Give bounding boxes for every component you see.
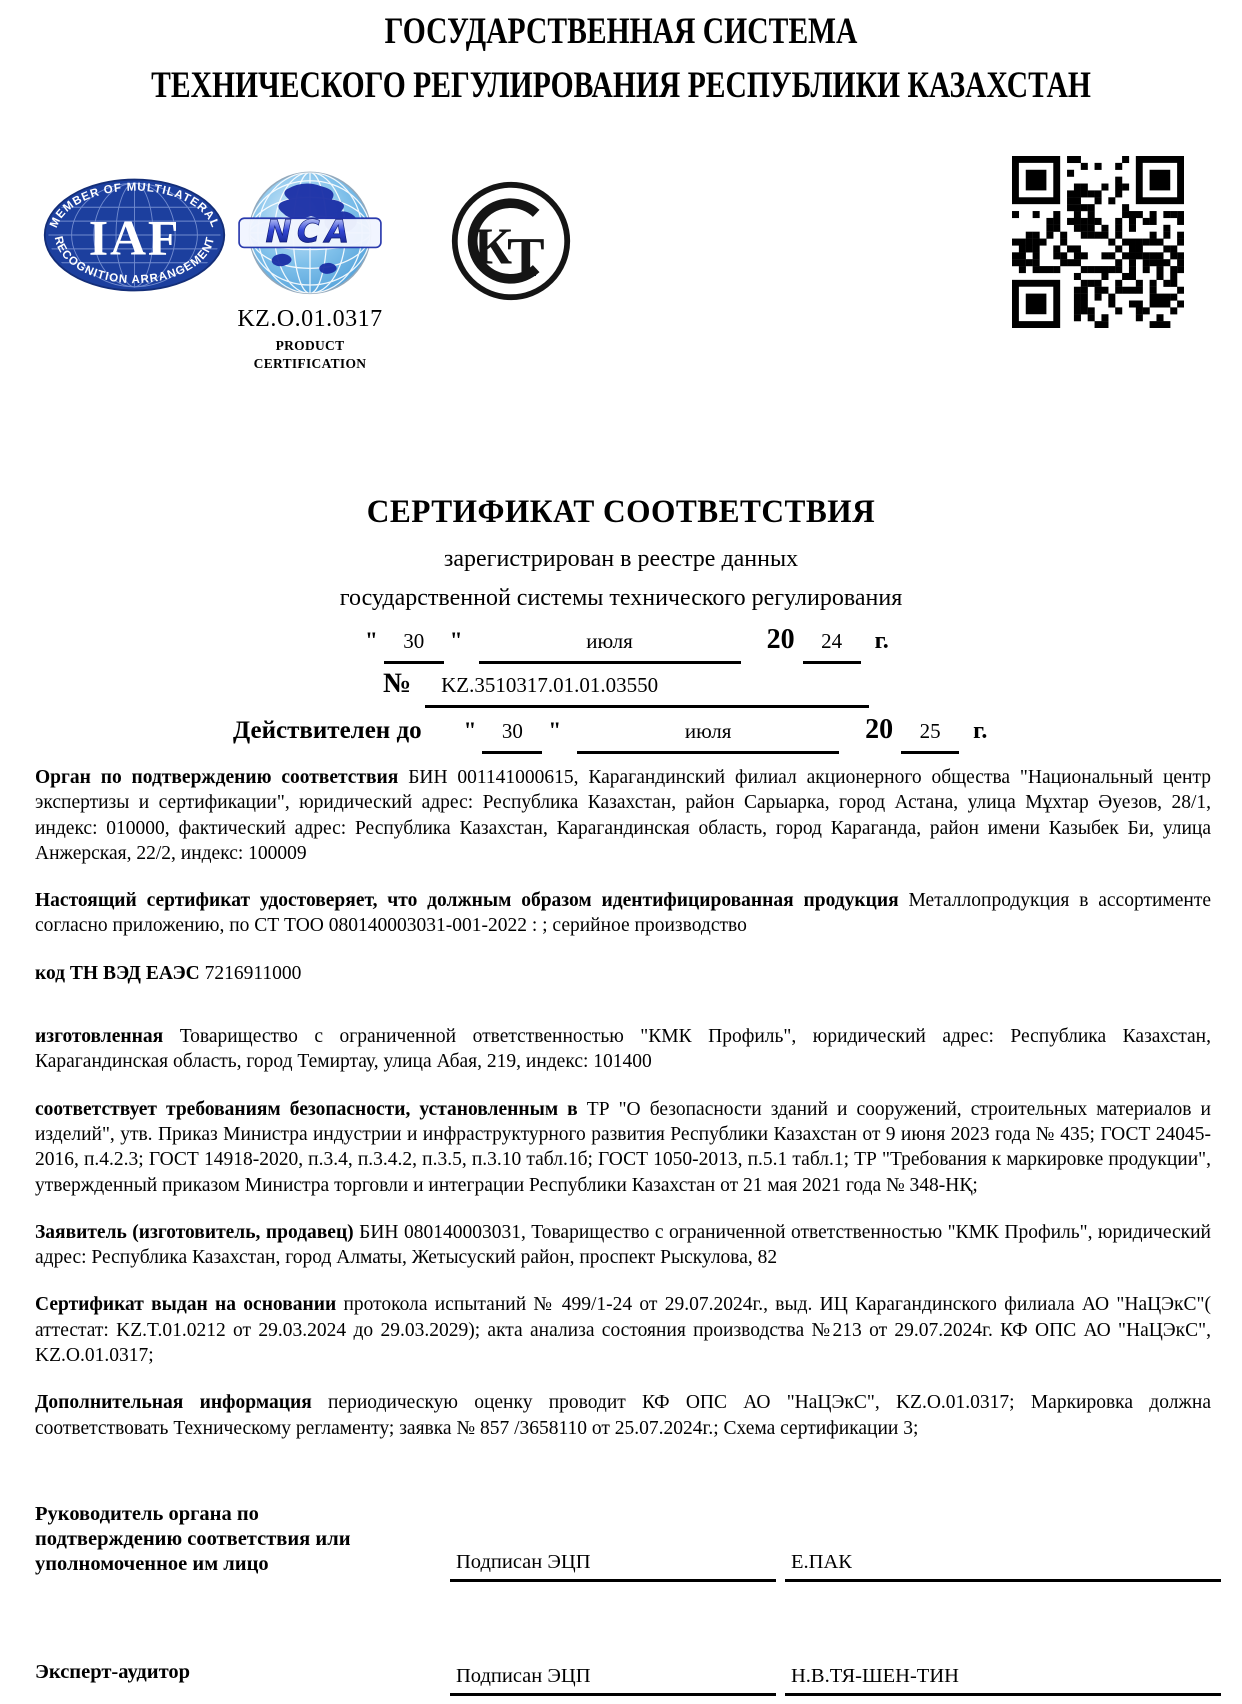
paragraph-certification-body	[35, 765, 1211, 866]
signature-role-expert: Эксперт-аудитор	[35, 1661, 191, 1683]
paragraph-applicant	[35, 1220, 1211, 1271]
paragraph-text: 7216911000	[199, 962, 302, 984]
certificate-subtitle-line1: зарегистрирован в реестре данных	[443, 546, 799, 572]
nca-caption-line1: PRODUCT	[275, 338, 345, 353]
paragraph-text: ТР "О безопасности зданий и сооружений, строительных материалов и изделий", утв. Приказ Министра индустрии и инфраструктурного развития Республики Казахстан от 9 июня 2023 года № 435; ГОСТ 24045-2016, п.4.2.3; ГОСТ 14918-2020, п.3.4, п.3.4.2, п.3.5, п.3.10 табл.1б; ГОСТ 1050-2013, п.5.1 табл.1; ТР "Требования к маркировке продукции", утвержденный приказом Министра торговли и интеграции Республики Казахстан от 21 мая 2021 года № 348-НҚ;	[35, 1098, 1211, 1196]
kc-conformity-mark-icon	[448, 178, 574, 304]
kc-mark-letter-t: Т	[507, 226, 545, 289]
nca-logo-text: NCA	[265, 214, 355, 251]
valid-until-label: Действителен до	[233, 717, 422, 744]
certificate-number-row	[383, 668, 869, 708]
paragraph-lead: Заявитель (изготовитель, продавец)	[35, 1221, 354, 1243]
paragraph-lead: Дополнительная информация	[35, 1392, 312, 1414]
document-header-line2: ТЕХНИЧЕСКОГО РЕГУЛИРОВАНИЯ РЕСПУБЛИКИ КАЗАХСТАН	[151, 65, 1091, 106]
issue-day: 30	[384, 629, 444, 664]
accreditation-number: KZ.O.01.0317	[237, 306, 383, 332]
paragraph-lead: соответствует требованиям безопасности, установленным в	[35, 1098, 578, 1120]
number-label: №	[383, 668, 412, 699]
iaf-arc-top-text: MEMBER OF MULTILATERAL	[48, 181, 221, 230]
nca-logo-block	[222, 168, 398, 373]
paragraph-lead: Орган по подтверждению соответствия	[35, 767, 399, 788]
issue-era: г.	[874, 628, 889, 654]
valid-month: июля	[577, 719, 839, 754]
paragraph-lead: Сертификат выдан на основании	[35, 1294, 337, 1316]
paragraph-text: Металлопродукция в ассортименте согласно приложению, по СТ ТОО 080140003031-001-2022 : ; серийное производство	[35, 890, 1212, 937]
paragraph-customs-code	[35, 961, 1211, 986]
valid-until-row	[233, 714, 987, 754]
iaf-logo-text: IAF	[88, 209, 181, 266]
signature-name-expert: Н.В.ТЯ-ШЕН-ТИН	[785, 1652, 1221, 1696]
certificate-subtitle-line2: государственной системы технического регулирования	[339, 585, 903, 611]
iaf-arc-bottom-text: RECOGNITION ARRANGEMENT	[51, 235, 218, 287]
valid-century: 20	[865, 714, 894, 745]
iaf-logo	[42, 176, 227, 294]
paragraph-text: периодическую оценку проводит КФ ОПС АО "НаЦЭкС", KZ.O.01.0317; Маркировка должна соответствовать Техническому регламенту; заявка № 857 /3658110 от 25.07.2024г.; Схема сертификации 3;	[35, 1392, 1211, 1439]
paragraph-lead: изготовленная	[35, 1026, 164, 1048]
paragraph-lead: Настоящий сертификат удостоверяет, что должным образом идентифицированная продукция	[35, 890, 899, 912]
signature-name-head: Е.ПАК	[785, 1538, 1221, 1582]
paragraph-basis	[35, 1292, 1211, 1368]
nca-logo	[237, 168, 383, 304]
valid-quote-close: "	[548, 718, 562, 743]
paragraph-lead: код ТН ВЭД ЕАЭС	[35, 962, 200, 984]
paragraph-text: БИН 001141000615, Карагандинский филиал акционерного общества "Национальный центр экспертизы и сертификации", юридический адрес: Республика Казахстан, район Сарыарка, город Астана, улица Мұхтар Әуезов, 28/1, индекс: 010000, фактический адрес: Республика Казахстан, Карагандинская область, город Караганда, район имени Казыбек Би, улица Анжерская, 22/2, индекс: 100009	[35, 767, 1211, 864]
certificate-title: СЕРТИФИКАТ СООТВЕТСТВИЯ	[366, 494, 876, 530]
document-header-line1: ГОСУДАРСТВЕННАЯ СИСТЕМА	[384, 11, 858, 52]
paragraph-text: протокола испытаний № 499/1-24 от 29.07.2024г., выд. ИЦ Карагандинского филиала АО "НаЦЭкС"( аттестат: KZ.T.01.0212 от 29.03.2024 до 29.03.2029); акта анализа состояния производства №213 от 29.07.2024г. КФ ОПС АО "НаЦЭкС", KZ.O.01.0317;	[35, 1294, 1211, 1367]
certificate-body	[35, 765, 1211, 1463]
nca-caption-line2: CERTIFICATION	[253, 355, 367, 371]
paragraph-requirements	[35, 1097, 1211, 1198]
issue-date-row	[365, 624, 889, 664]
valid-day: 30	[482, 719, 542, 754]
valid-quote-open: "	[463, 718, 477, 743]
paragraph-text: Товарищество с ограниченной ответственностью "КМК Профиль", юридический адрес: Республика Казахстан, Карагандинская область, город Темиртау, улица Абая, 219, индекс: 101400	[35, 1026, 1211, 1073]
paragraph-text: БИН 080140003031, Товарищество с ограниченной ответственностью "КМК Профиль", юридический адрес: Республика Казахстан, город Алматы, Жетысуский район, проспект Рыскулова, 82	[35, 1221, 1211, 1269]
paragraph-manufacturer	[35, 1024, 1211, 1075]
valid-year: 25	[901, 719, 959, 754]
paragraph-additional-info	[35, 1390, 1211, 1441]
issue-year: 24	[803, 629, 861, 664]
qr-code	[1012, 156, 1184, 328]
signature-role-head: Руководитель органа по подтверждению соответствия или уполномоченное им лицо	[35, 1503, 351, 1575]
issue-quote-open: "	[365, 628, 378, 653]
issue-century: 20	[766, 624, 795, 655]
issue-month: июля	[479, 629, 741, 664]
signature-method-expert: Подписан ЭЦП	[450, 1652, 776, 1696]
certificate-number: KZ.3510317.01.01.03550	[425, 673, 869, 708]
paragraph-product	[35, 888, 1211, 939]
signature-method-head: Подписан ЭЦП	[450, 1538, 776, 1582]
kc-mark-letter-k: К	[474, 217, 513, 276]
issue-quote-close: "	[449, 628, 463, 653]
valid-era: г.	[973, 718, 988, 744]
